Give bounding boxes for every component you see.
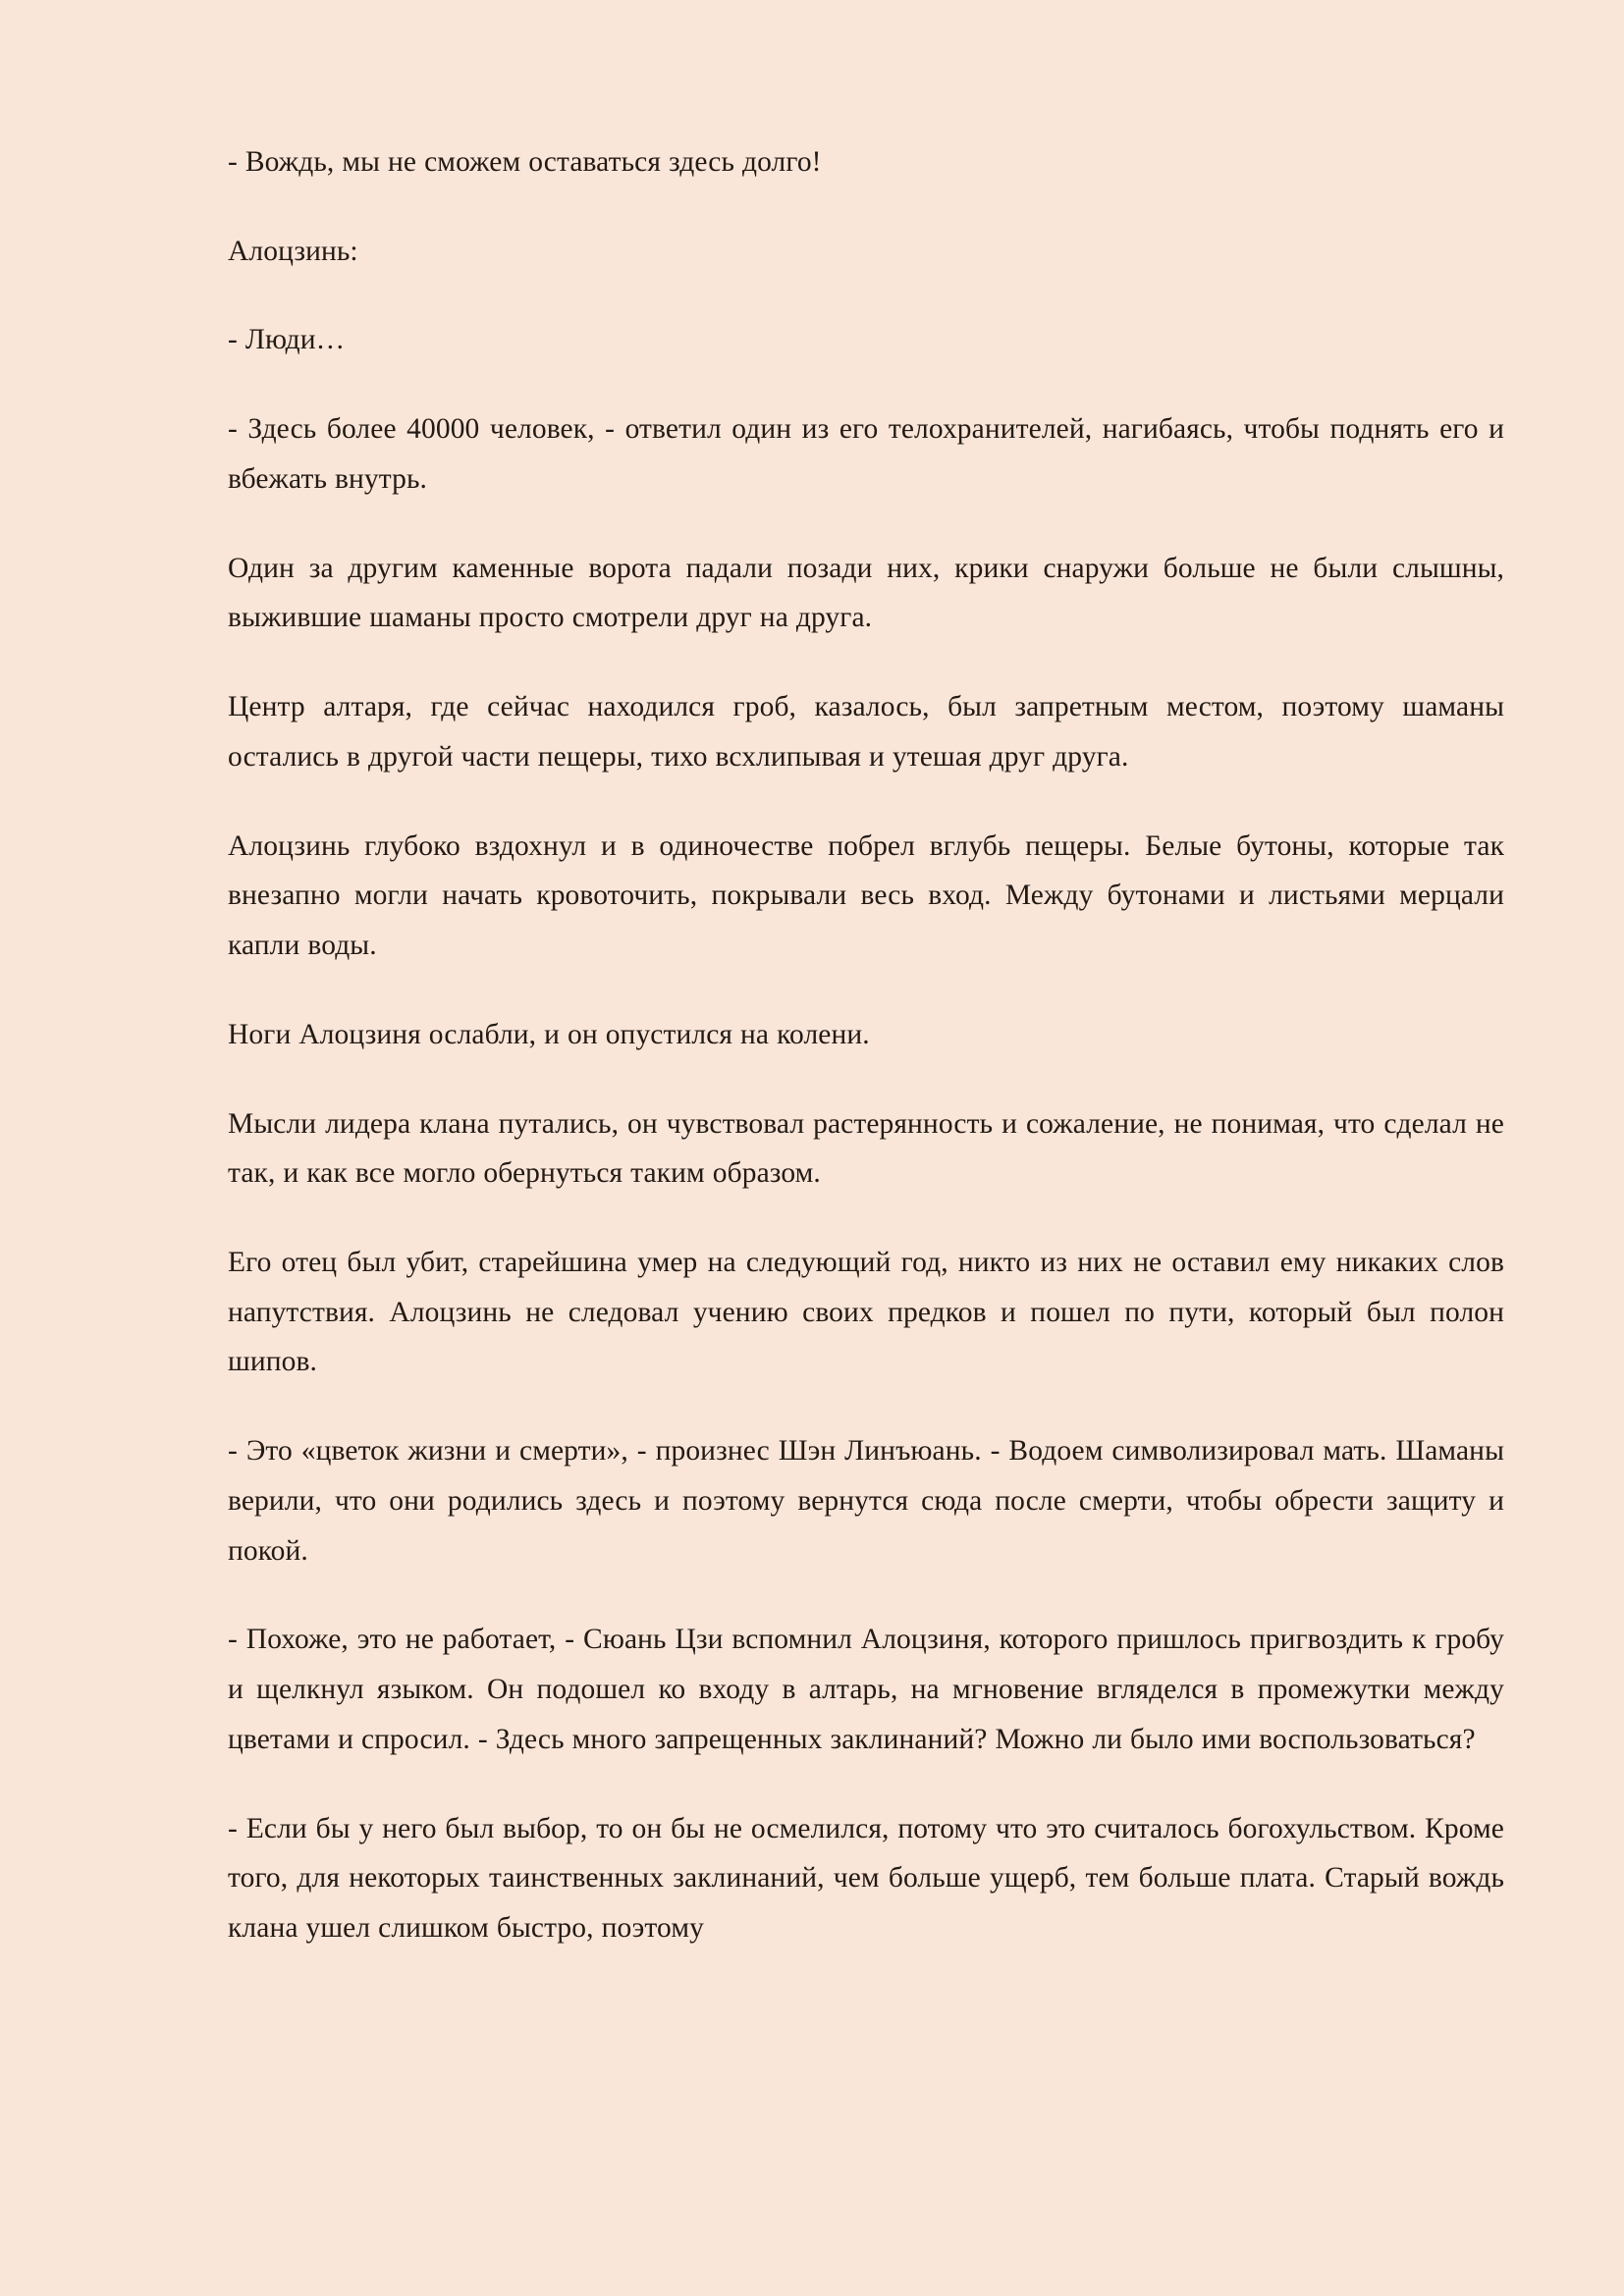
paragraph: Один за другим каменные ворота падали позади них, крики снаружи больше не были слышны, выжившие шаманы просто смотрели друг на друга. xyxy=(228,552,1504,634)
paragraph: Алоцзинь: xyxy=(228,235,358,267)
paragraph: Центр алтаря, где сейчас находился гроб, казалось, был запретным местом, поэтому шаманы остались в другой части пещеры, тихо всхлипывая и утешая друг друга. xyxy=(228,691,1504,773)
paragraph: - Если бы у него был выбор, то он бы не осмелился, потому что это считалось богохульством. Кроме того, для некоторых таинственных заклинаний, чем больше ущерб, тем больше плата. Старый вождь клана ушел слишком быстро, поэтому xyxy=(228,1812,1504,1945)
paragraph: Алоцзинь глубоко вздохнул и в одиночестве побрел вглубь пещеры. Белые бутоны, которые так внезапно могли начать кровоточить, покрывали весь вход. Между бутонами и листьями мерцали капли воды. xyxy=(228,829,1504,962)
paragraph: - Люди… xyxy=(228,324,346,356)
paragraph: - Здесь более 40000 человек, - ответил один из его телохранителей, нагибаясь, чтобы поднять его и вбежать внутрь. xyxy=(228,413,1504,495)
paragraph: - Похоже, это не работает, - Сюань Цзи вспомнил Алоцзиня, которого пришлось пригвоздить к гробу и щелкнул языком. Он подошел ко входу в алтарь, на мгновение вгляделся в промежутки между цветами и спросил. - Здесь много запрещенных заклинаний? Можно ли было ими воспользоваться? xyxy=(228,1624,1504,1755)
paragraph: - Это «цветок жизни и смерти», - произнес Шэн Линъюань. - Водоем символизировал мать. Шаманы верили, что они родились здесь и поэтому вернутся сюда после смерти, чтобы обрести защиту и покой. xyxy=(228,1435,1504,1567)
document-text-body xyxy=(228,137,1504,1953)
paragraph: Мысли лидера клана путались, он чувствовал растерянность и сожаление, не понимая, что сделал не так, и как все могло обернуться таким образом. xyxy=(228,1107,1504,1190)
paragraph: Его отец был убит, старейшина умер на следующий год, никто из них не оставил ему никаких слов напутствия. Алоцзинь не следовал учению своих предков и пошел по пути, который был полон шипов. xyxy=(228,1247,1504,1378)
paragraph: - Вождь, мы не сможем оставаться здесь долго! xyxy=(228,146,822,178)
paragraph: Ноги Алоцзиня ослабли, и он опустился на колени. xyxy=(228,1018,870,1050)
